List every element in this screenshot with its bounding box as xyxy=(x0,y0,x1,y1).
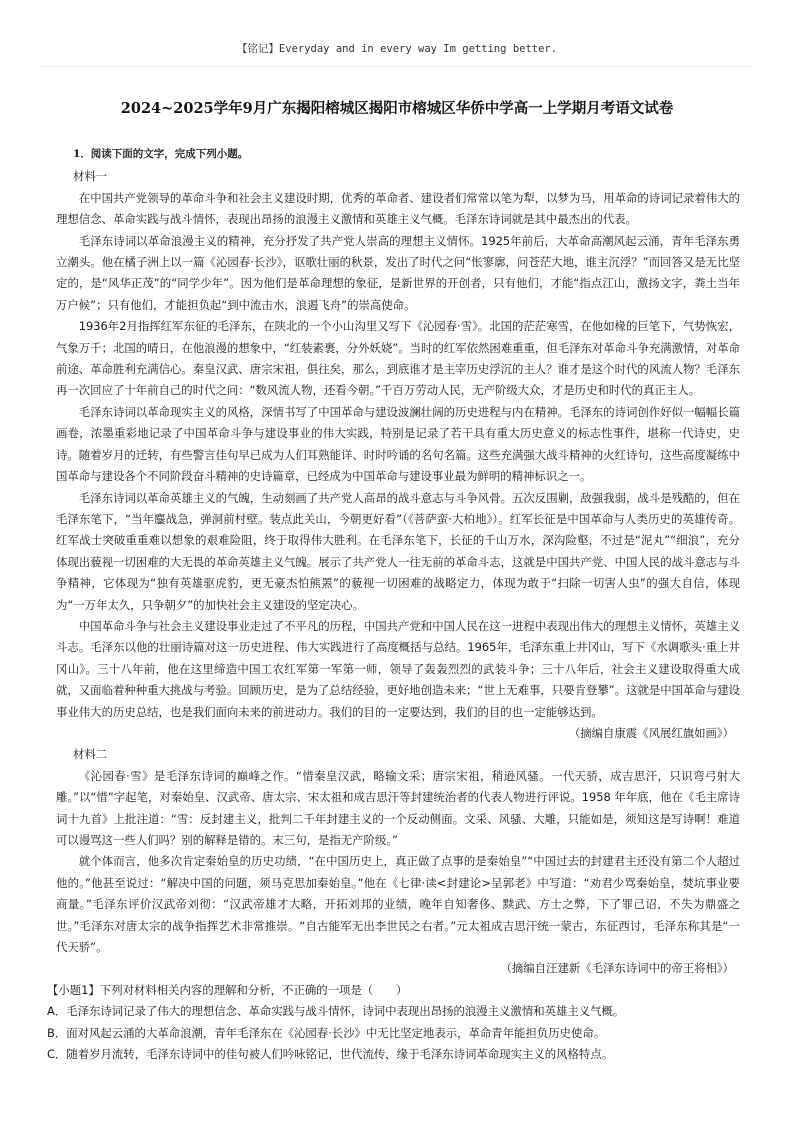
material-one-paragraph-2: 毛泽东诗词以革命浪漫主义的精神，充分抒发了共产党人崇高的理想主义情怀。1925年前后，大革命高潮风起云涌，青年毛泽东勇立潮头。他在橘子洲上以一篇《沁园春·长沙》，讴歌壮丽的秋景，发出了时代之问“怅寥廓，问苍茫大地，谁主沉浮？”而回答又是无比坚定的，是“风华正茂”的“同学少年”。因为他们是革命理想的象征，是新世界的开创者，只有他们，才能“指点江山，激扬文字，粪土当年万户候”；只有他们，才能担负起“到中流击水，浪遏飞舟”的崇高使命。 xyxy=(56,233,740,312)
material-one-paragraph-5: 毛泽东诗词以革命英雄主义的气魄，生动刻画了共产党人高昂的战斗意志与斗争风骨。五次反围剿，敌强我弱，战斗是残酷的，但在毛泽东笔下，“当年鏖战急，弹洞前村壁。装点此关山，今朝更好看”（《菩萨蛮·大柏地》）。红军长征是中国革命与人类历史的英雄传奇。红军战士突破重重难以想象的艰难险阻，终于取得伟大胜利。在毛泽东笔下，长征的千山万水，深沟险壑，不过是“泥丸”“细浪”，充分体现出藐视一切困难的大无畏的革命英雄主义气魄。展示了共产党人一往无前的革命斗志，这就是中国共产党、中国人民的战斗意志与斗争精神，它体现为“独有英雄驱虎豹，更无豪杰怕熊罴”的藐视一切困难的战略定力，体现为敢于“扫除一切害人虫”的强大自信，体现为“一万年太久，只争朝夕”的加快社会主义建设的坚定决心。 xyxy=(56,490,740,612)
option-c: C．随着岁月流转，毛泽东诗词中的佳句被人们吟咏铭记，世代流传，缘于毛泽东诗词革命现实主义的风格特点。 xyxy=(47,1047,614,1062)
document-title: 2024~2025学年9月广东揭阳榕城区揭阳市榕城区华侨中学高一上学期月考语文试卷 xyxy=(120,100,674,117)
material-one-source: （摘编自康震《风展红旗如画》） xyxy=(568,725,734,740)
material-two-source: （摘编自汪建新《毛泽东诗词中的帝王将相》） xyxy=(500,961,734,976)
header-divider xyxy=(40,66,754,67)
material-one-label: 材料一 xyxy=(73,169,108,184)
subquestion-stem: 【小题1】下列对材料相关内容的理解和分析，不正确的一项是（ ） xyxy=(47,982,408,997)
option-a: A．毛泽东诗词记录了伟大的理想信念、革命实践与战斗情怀，诗词中表现出昂扬的浪漫主义激情和英雄主义气概。 xyxy=(47,1004,625,1019)
material-two-label: 材料二 xyxy=(73,747,108,762)
page-header-motto: 【铭记】Everyday and in every way Im getting better. xyxy=(236,43,558,55)
material-one-paragraph-4: 毛泽东诗词以革命现实主义的风格，深情书写了中国革命与建设波澜壮阔的历史进程与内在精神。毛泽东的诗词创作好似一幅幅长篇画卷，浓墨重彩地记录了中国革命斗争与建设事业的伟大实践，特别是记录了若干具有重大历史意义的标志性事件，堪称一代诗史，史诗。随着岁月的迁转，有些警言佳句早已成为人们耳熟能详、时时吟诵的名句名篇。这些充满强大战斗精神的火红诗句，这些高度凝练中国革命与建设各个不同阶段奋斗精神的史诗篇章，已经成为中国革命与建设事业最为鲜明的精神标识之一。 xyxy=(56,404,740,484)
option-b: B．面对风起云涌的大革命浪潮，青年毛泽东在《沁园春·长沙》中无比坚定地表示，革命青年能担负历史使命。 xyxy=(47,1025,606,1040)
material-two-paragraph-1: 《沁园春·雪》是毛泽东诗词的巅峰之作。“惜秦皇汉武，略输文采；唐宗宋祖，稍逊风骚。一代天骄，成吉思汗，只识弯弓射大雕。”以“惜”字起笔，对秦始皇、汉武帝、唐太宗、宋太祖和成吉思汗等封建统治者的代表人物进行评说。1958 年年底，他在《毛主席诗词十九首》上批注道：“雪：反封建主义，批判二千年封建主义的一个反动侧面。文采、风骚、大雕，只能如是，须知这是写诗啊！难道可以谩骂这一些人们吗？别的解释是错的。末三句，是指无产阶级。” xyxy=(56,768,740,847)
material-two-paragraph-2: 就个体而言，他多次肯定秦始皇的历史功绩，“在中国历史上，真正做了点事的是秦始皇”“中国过去的封建君主还没有第二个人超过他的。”他甚至说过：“解决中国的问题，须马克思加秦始皇。”他在《七律·读<封建论>呈郭老》中写道：“劝君少骂秦始皇，焚坑事业要商量。”毛泽东评价汉武帝刘彻：“汉武帝雄才大略，开拓刘邦的业绩，晚年自知奢侈、黩武、方士之弊，下了罪己诏，不失为鼎盛之世。”毛泽东对唐太宗的战争指挥艺术非常推崇。“自古能军无出李世民之右者。”元太祖成吉思汗统一蒙古，东征西讨，毛泽东称其是“一代天骄”。 xyxy=(56,854,740,955)
question-heading: 1．阅读下面的文字，完成下列小题。 xyxy=(73,148,249,160)
document-body xyxy=(47,144,740,1065)
material-one-paragraph-1: 在中国共产党领导的革命斗争和社会主义建设时期，优秀的革命者、建设者们常常以笔为犁，以梦为马，用革命的诗词记录着伟大的理想信念、革命实践与战斗情怀，表现出昂扬的浪漫主义激情和英雄主义气概。毛泽东诗词就是其中最杰出的代表。 xyxy=(56,190,740,227)
material-one-paragraph-3: 1936年2月指挥红军东征的毛泽东，在陕北的一个小山沟里又写下《沁园春·雪》。北国的茫茫寒雪，在他如椽的巨笔下，气势恢宏，气象万千；北国的晴日，在他浪漫的想象中，“红装素裹，分外妖娆”。当时的红军依然困难重重，但毛泽东对革命斗争充满激情，对革命前途、革命胜利充满信心。秦皇汉武、唐宗宋祖，俱往矣，那么，到底谁才是主宰历史浮沉的主人？谁才是这个时代的风流人物？毛泽东再一次回应了十年前自己的时代之问：“数风流人物，还看今朝。”千百万劳动人民，无产阶级大众，才是历史和时代的真正主人。 xyxy=(56,319,740,398)
material-one-paragraph-6: 中国革命斗争与社会主义建设事业走过了不平凡的历程，中国共产党和中国人民在这一进程中表现出伟大的理想主义情怀，英雄主义斗志。毛泽东以他的壮丽诗篇对这一历史进程、伟大实践进行了高度概括与总结。1965年，毛泽东重上井冈山，写下《水调歌头·重上井冈山》。三十八年前，他在这里缔造中国工农红军第一军第一师，领导了轰轰烈烈的武装斗争；三十八年后，社会主义建设取得重大成就，又面临着种种重大挑战与考验。回顾历史，是为了总结经验，更好地创造未来；“世上无难事，只要肯登攀”。这就是中国革命与建设事业伟大的历史总结，也是我们面向未来的前进动力。我们的目的一定要达到，我们的目的也一定能够达到。 xyxy=(56,618,740,719)
